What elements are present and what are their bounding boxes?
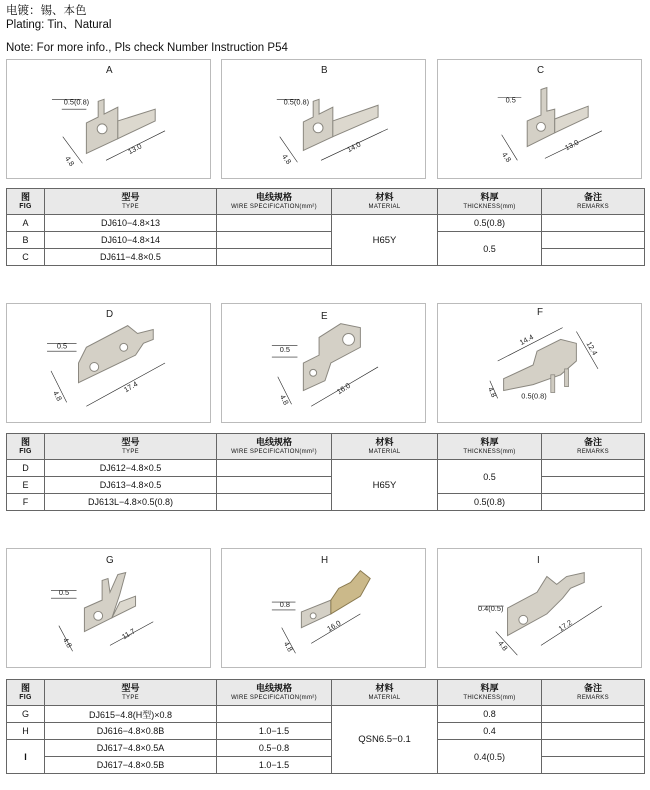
col-thickness: 料厚 THICKNESS(mm) (438, 189, 542, 215)
image-row-3 (6, 548, 644, 668)
col-type: 型号 TYPE (45, 189, 217, 215)
dim-width: 4.8 (51, 389, 64, 403)
plating-en: Plating: Tin、Natural (6, 19, 112, 31)
note: Note: For more info., Pls check Number Instruction P54 (6, 42, 288, 54)
figure-c (437, 59, 642, 179)
dim-length: 17.4 (122, 379, 140, 395)
table-row (7, 723, 645, 740)
cell-remarks (542, 249, 645, 266)
cell-material: QSN6.5−0.1 (332, 706, 438, 774)
cell-remarks (542, 757, 645, 774)
dim-length: 14.4 (518, 332, 535, 348)
terminal-hole (313, 123, 323, 133)
col-remarks: 备注 REMARKS (542, 434, 645, 460)
table-row (7, 494, 645, 511)
cell-thickness: 0.5(0.8) (438, 215, 542, 232)
figure-b (221, 59, 426, 179)
figure-e (221, 303, 426, 423)
table-row (7, 740, 645, 757)
dim-width: 4.8 (280, 152, 294, 166)
cell-wire (217, 460, 332, 477)
dim-length: 17.2 (556, 617, 574, 634)
dim-thickness: 0.5 (505, 95, 516, 105)
cell-remarks (542, 494, 645, 511)
cell-wire: 0.5−0.8 (217, 740, 332, 757)
table-row (7, 460, 645, 477)
figure-label: I (537, 554, 540, 566)
plating-cn: 电镀：锡、本色 (6, 5, 87, 17)
terminal-crimp (331, 571, 370, 614)
col-material: 材料 MATERIAL (332, 189, 438, 215)
terminal-body (527, 88, 555, 147)
terminal-hole (94, 611, 103, 620)
cell-fig: F (7, 494, 45, 511)
col-fig: 图 FIG (7, 189, 45, 215)
cell-remarks (542, 215, 645, 232)
dim-thickness: 0.8 (279, 600, 290, 610)
spec-table-2 (6, 433, 645, 511)
cell-thickness: 0.5(0.8) (438, 494, 542, 511)
dim-length: 11.7 (120, 626, 137, 642)
col-wire: 电线规格 WIRE SPECIFICATION(mm²) (217, 189, 332, 215)
col-fig: 图 FIG (7, 680, 45, 706)
cell-wire (217, 215, 332, 232)
col-thickness: 料厚 THICKNESS(mm) (438, 434, 542, 460)
cell-type: DJ610−4.8×13 (45, 215, 217, 232)
terminal-hole (343, 334, 355, 346)
dim-width: 4.8 (486, 385, 499, 399)
cell-fig: A (7, 215, 45, 232)
dim-length: 13.0 (563, 137, 581, 153)
table-header-row (7, 434, 645, 460)
figure-label: D (106, 308, 114, 320)
dim-thickness: 0.4(0.5) (478, 603, 504, 613)
cell-type: DJ617−4.8×0.5A (45, 740, 217, 757)
dim-width: 4.8 (63, 154, 77, 168)
dim-width: 4.8 (496, 638, 510, 653)
terminal-body (508, 573, 585, 636)
cell-remarks (542, 740, 645, 757)
dim-thickness: 0.5(0.8) (63, 97, 90, 107)
cell-material: H65Y (332, 215, 438, 266)
figure-label: B (321, 64, 328, 76)
figure-label: A (106, 64, 113, 76)
terminal-blade (555, 106, 588, 133)
table-row (7, 757, 645, 774)
table-row (7, 706, 645, 723)
spec-table-3 (6, 679, 645, 774)
figure-i (437, 548, 642, 668)
cell-type: DJ610−4.8×14 (45, 232, 217, 249)
col-material: 材料 MATERIAL (332, 680, 438, 706)
col-remarks: 备注 REMARKS (542, 189, 645, 215)
dim-thickness: 0.5 (56, 341, 68, 351)
cell-type: DJ615−4.8(H型)×0.8 (45, 706, 217, 723)
dim-length: 14.0 (345, 139, 363, 155)
col-wire: 电线规格 WIRE SPECIFICATION(mm²) (217, 680, 332, 706)
cell-wire: 1.0−1.5 (217, 757, 332, 774)
cell-remarks (542, 723, 645, 740)
dim-thickness: 0.5 (279, 345, 290, 355)
dim-thickness: 0.5 (58, 588, 70, 598)
terminal-hole (310, 613, 316, 619)
cell-type: DJ613−4.8×0.5 (45, 477, 217, 494)
terminal-blade (301, 600, 331, 628)
table-row (7, 232, 645, 249)
terminal-hole (310, 369, 317, 376)
table-row (7, 215, 645, 232)
cell-remarks (542, 232, 645, 249)
figure-label: H (321, 554, 329, 566)
cell-remarks (542, 477, 645, 494)
cell-thickness: 0.8 (438, 706, 542, 723)
col-type: 型号 TYPE (45, 434, 217, 460)
cell-fig: B (7, 232, 45, 249)
cell-fig: H (7, 723, 45, 740)
table-header-row (7, 680, 645, 706)
cell-fig: C (7, 249, 45, 266)
dim-width: 4.8 (281, 639, 295, 654)
dim-width: 4.8 (61, 635, 74, 650)
cell-wire (217, 494, 332, 511)
cell-material: H65Y (332, 460, 438, 511)
terminal-hole (97, 124, 107, 134)
spec-table-1 (6, 188, 645, 266)
terminal-body (79, 326, 154, 383)
image-row-1 (6, 59, 644, 179)
cell-wire (217, 232, 332, 249)
terminal-hole (120, 343, 128, 351)
dim-width: 4.8 (500, 150, 514, 164)
cell-fig: G (7, 706, 45, 723)
terminal-pin (551, 375, 555, 393)
terminal-blade (333, 105, 378, 136)
cell-thickness: 0.5 (438, 460, 542, 494)
dim-width: 4.8 (277, 393, 291, 407)
cell-remarks (542, 706, 645, 723)
cell-type: DJ617−4.8×0.5B (45, 757, 217, 774)
dim-thickness: 0.5(0.8) (521, 391, 547, 401)
cell-thickness: 0.5 (438, 232, 542, 266)
col-type: 型号 TYPE (45, 680, 217, 706)
cell-wire (217, 706, 332, 723)
cell-type: DJ612−4.8×0.5 (45, 460, 217, 477)
cell-fig: D (7, 460, 45, 477)
col-fig: 图 FIG (7, 434, 45, 460)
terminal-body (303, 324, 360, 391)
table-row (7, 477, 645, 494)
dim-thickness: 0.5(0.8) (283, 97, 310, 107)
cell-thickness: 0.4 (438, 723, 542, 740)
table-header-row (7, 189, 645, 215)
figure-h (221, 548, 426, 668)
image-row-2 (6, 303, 644, 423)
cell-type: DJ616−4.8×0.8B (45, 723, 217, 740)
col-wire: 电线规格 WIRE SPECIFICATION(mm²) (217, 434, 332, 460)
figure-label: C (537, 64, 545, 76)
col-remarks: 备注 REMARKS (542, 680, 645, 706)
terminal-blade (118, 109, 155, 138)
figure-label: G (106, 554, 114, 566)
cell-fig: I (7, 740, 45, 774)
terminal-hole (519, 615, 528, 624)
cell-type: DJ611−4.8×0.5 (45, 249, 217, 266)
figure-label: E (321, 310, 328, 322)
figure-label: F (537, 306, 544, 318)
table-row (7, 249, 645, 266)
dim-height: 12.4 (584, 339, 600, 357)
dim-length: 16.0 (325, 618, 343, 634)
figure-f (437, 303, 642, 423)
figure-g (6, 548, 211, 668)
cell-wire (217, 249, 332, 266)
col-thickness: 料厚 THICKNESS(mm) (438, 680, 542, 706)
terminal-hole (90, 363, 99, 372)
terminal-hole (537, 122, 546, 131)
figure-d (6, 303, 211, 423)
cell-thickness: 0.4(0.5) (438, 740, 542, 774)
cell-remarks (542, 460, 645, 477)
cell-type: DJ613L−4.8×0.5(0.8) (45, 494, 217, 511)
terminal-pin (565, 369, 569, 387)
dim-length: 13.0 (126, 141, 144, 157)
cell-fig: E (7, 477, 45, 494)
figure-a (6, 59, 211, 179)
dim-length: 16.0 (335, 380, 352, 397)
cell-wire (217, 477, 332, 494)
col-material: 材料 MATERIAL (332, 434, 438, 460)
cell-wire: 1.0−1.5 (217, 723, 332, 740)
